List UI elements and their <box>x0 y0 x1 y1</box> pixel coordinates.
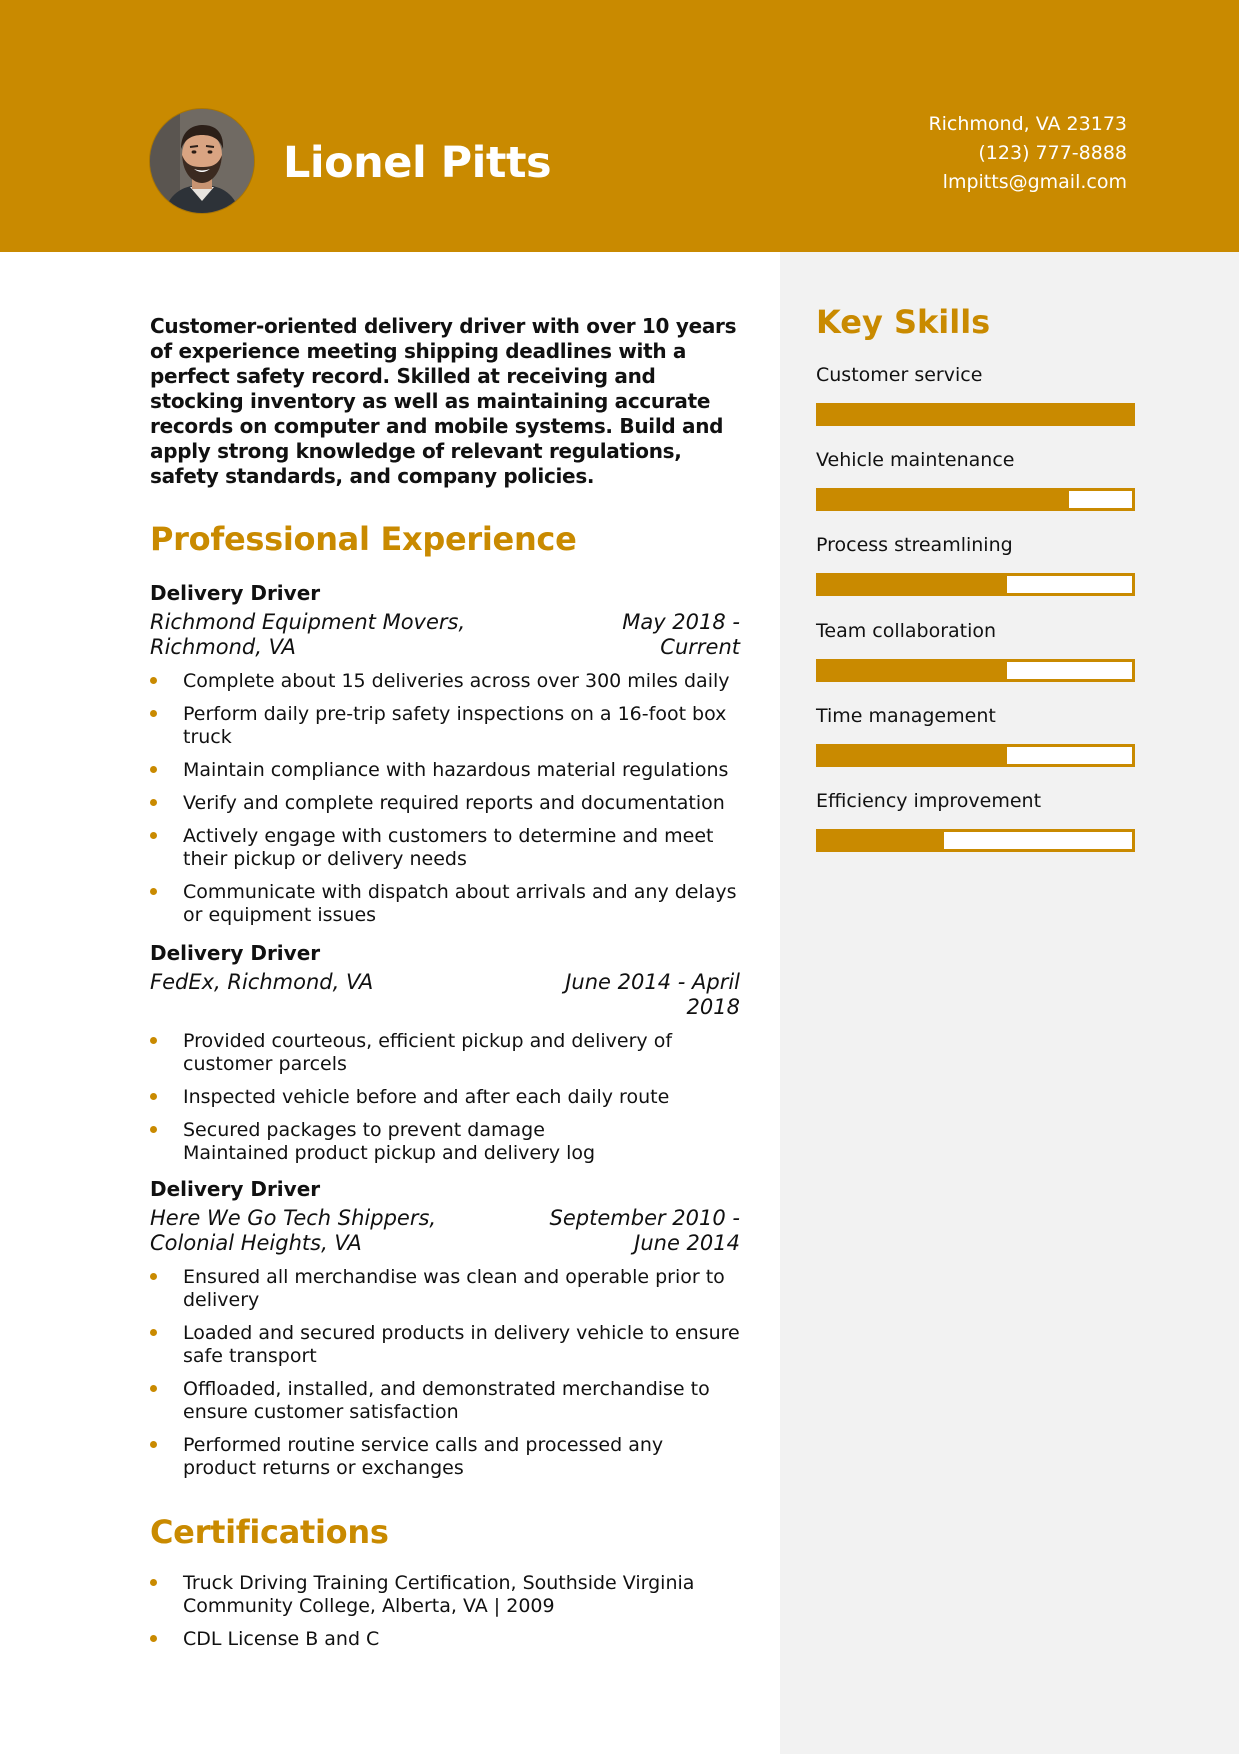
bullet-icon <box>150 1635 157 1642</box>
bullet-icon <box>150 710 157 717</box>
professional-summary: Customer-oriented delivery driver with over 10 years of experience meeting shipping deadlines with a perfect safety record. Skilled at receiving and stocking inventory as well as maintaining accurate records on computer and mobile systems. Build and apply strong knowledge of relevant regulations, safety standards, and company policies. <box>150 314 737 488</box>
job-dates: June 2014 - April 2018 <box>565 970 740 1019</box>
job-bullets <box>150 1266 740 1480</box>
list-item: Offloaded, installed, and demonstrated merchandise to ensure customer satisfaction <box>150 1378 740 1424</box>
contact-phone: (123) 777-8888 <box>978 142 1127 164</box>
experience-heading: Professional Experience <box>150 520 577 558</box>
job-meta <box>150 970 740 1020</box>
job-meta <box>150 610 740 660</box>
contact-email: lmpitts@gmail.com <box>942 171 1127 193</box>
skill-level-fill <box>819 406 1132 423</box>
skill-level-fill <box>819 747 1007 764</box>
bullet-icon <box>150 1441 157 1448</box>
bullet-icon <box>150 766 157 773</box>
skill-level-bar <box>816 403 1135 426</box>
job-meta <box>150 1206 740 1256</box>
job-entry <box>150 1176 740 1490</box>
certifications-list <box>150 1572 740 1661</box>
list-item: Loaded and secured products in delivery vehicle to ensure safe transport <box>150 1322 740 1368</box>
skill-level-bar <box>816 488 1135 511</box>
resume-header <box>0 0 1239 252</box>
bullet-icon <box>150 1126 157 1133</box>
bullet-icon <box>150 799 157 806</box>
job-entry <box>150 580 740 937</box>
skill-item <box>816 619 1135 682</box>
bullet-icon <box>150 1093 157 1100</box>
job-title: Delivery Driver <box>150 1177 321 1201</box>
bullet-icon <box>150 677 157 684</box>
bullet-icon <box>150 888 157 895</box>
bullet-icon <box>150 1037 157 1044</box>
bullet-icon <box>150 1579 157 1586</box>
bullet-icon <box>150 1385 157 1392</box>
job-dates: September 2010 - June 2014 <box>549 1206 740 1255</box>
job-company: Richmond Equipment Movers, Richmond, VA <box>150 610 466 659</box>
job-bullets <box>150 1030 740 1165</box>
profile-photo-illustration <box>150 109 254 213</box>
skill-item <box>816 789 1135 852</box>
bullet-icon <box>150 1273 157 1280</box>
job-title: Delivery Driver <box>150 941 321 965</box>
job-dates: May 2018 - Current <box>622 610 740 659</box>
skill-level-bar <box>816 744 1135 767</box>
list-item: Truck Driving Training Certification, Southside Virginia Community College, Alberta, VA | 2009 <box>150 1572 740 1618</box>
skill-label: Efficiency improvement <box>816 790 1042 812</box>
skill-item <box>816 363 1135 426</box>
list-item: Secured packages to prevent damage Maintained product pickup and delivery log <box>150 1119 740 1165</box>
skill-level-bar <box>816 573 1135 596</box>
skill-level-fill <box>819 832 944 849</box>
certifications-heading: Certifications <box>150 1513 389 1551</box>
contact-info <box>928 110 1127 197</box>
contact-address: Richmond, VA 23173 <box>928 113 1127 135</box>
list-item: Verify and complete required reports and documentation <box>150 792 740 815</box>
skill-level-fill <box>819 576 1007 593</box>
list-item: CDL License B and C <box>150 1628 740 1651</box>
skill-level-bar <box>816 659 1135 682</box>
skill-item <box>816 704 1135 767</box>
job-entry <box>150 940 740 1175</box>
skill-label: Time management <box>816 705 996 727</box>
list-item: Provided courteous, efficient pickup and delivery of customer parcels <box>150 1030 740 1076</box>
candidate-name: Lionel Pitts <box>283 138 552 188</box>
key-skills-heading: Key Skills <box>816 303 991 341</box>
skill-label: Team collaboration <box>816 620 997 642</box>
skill-label: Process streamlining <box>816 534 1013 556</box>
skill-item <box>816 533 1135 596</box>
list-item: Ensured all merchandise was clean and operable prior to delivery <box>150 1266 740 1312</box>
list-item: Complete about 15 deliveries across over 300 miles daily <box>150 670 740 693</box>
cert-bullets <box>150 1572 740 1651</box>
list-item: Communicate with dispatch about arrivals and any delays or equipment issues <box>150 881 740 927</box>
list-item: Inspected vehicle before and after each daily route <box>150 1086 740 1109</box>
skill-label: Customer service <box>816 364 983 386</box>
skill-level-bar <box>816 829 1135 852</box>
bullet-icon <box>150 1329 157 1336</box>
skill-level-fill <box>819 491 1069 508</box>
skill-label: Vehicle maintenance <box>816 449 1015 471</box>
list-item: Maintain compliance with hazardous material regulations <box>150 759 740 782</box>
list-item: Performed routine service calls and processed any product returns or exchanges <box>150 1434 740 1480</box>
profile-photo <box>150 109 254 213</box>
skill-item <box>816 448 1135 511</box>
bullet-icon <box>150 832 157 839</box>
job-company: Here We Go Tech Shippers, Colonial Heights, VA <box>150 1206 437 1255</box>
job-company: FedEx, Richmond, VA <box>150 970 374 994</box>
job-title: Delivery Driver <box>150 581 321 605</box>
list-item: Actively engage with customers to determine and meet their pickup or delivery needs <box>150 825 740 871</box>
list-item: Perform daily pre-trip safety inspections on a 16-foot box truck <box>150 703 740 749</box>
skill-level-fill <box>819 662 1007 679</box>
job-bullets <box>150 670 740 927</box>
